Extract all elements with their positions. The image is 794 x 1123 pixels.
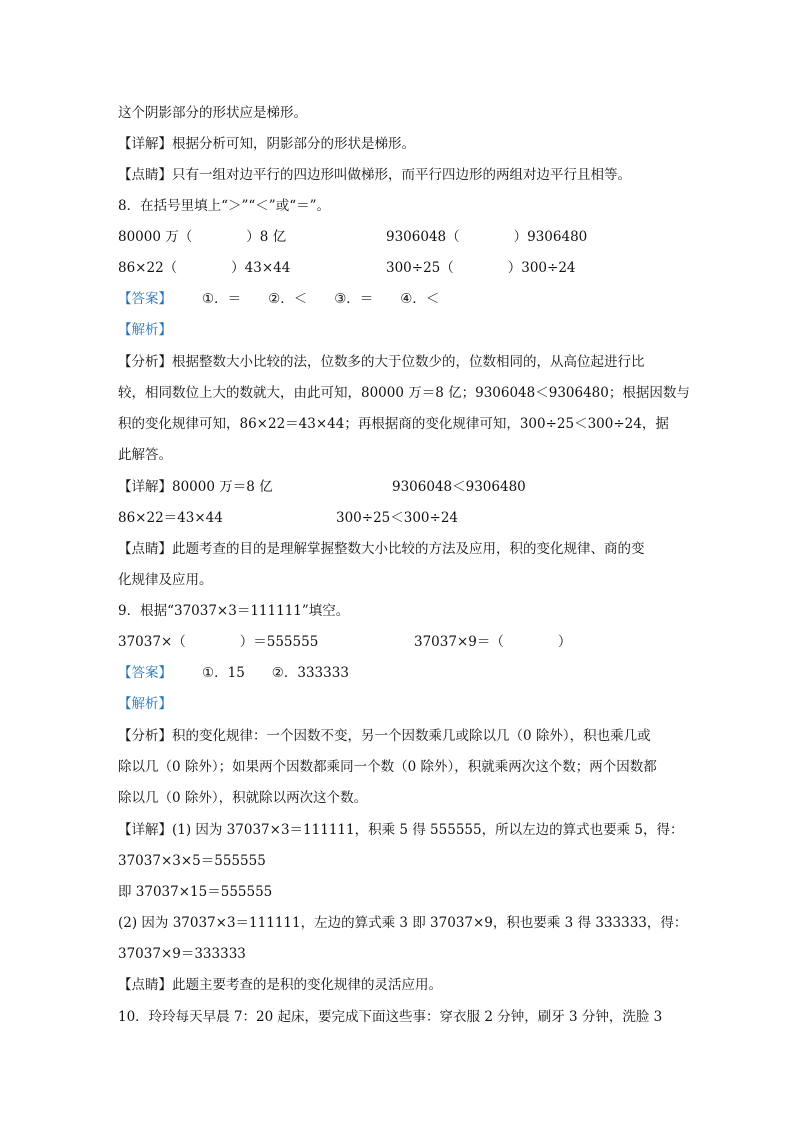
detail-line: 37037×3×5＝555555	[118, 853, 266, 869]
question-9-title: 9．根据“37037×3＝111111”填空。	[118, 603, 350, 619]
detail-line: 37037×9＝333333	[118, 946, 246, 962]
q8-item-3: 86×22（ ）43×44	[118, 260, 291, 276]
answer-text: ①．15 ②．333333	[202, 665, 349, 681]
q9-item-2: 37037×9＝（ ）	[414, 634, 572, 650]
detail-line: 【详解】80000 万＝8 亿	[118, 479, 273, 495]
detail-line: (2) 因为 37037×3＝111111，左边的算式乘 3 即 37037×9，积也要乘 3 得 333333，得：	[118, 915, 688, 931]
analysis-line: 积的变化规律可知，86×22＝43×44；再根据商的变化规律可知，300÷25＜300÷24，据	[118, 416, 669, 432]
analysis-line: 除以几（0 除外），积就除以两次这个数。	[118, 790, 368, 806]
comment-line: 【点睛】此题主要考查的是积的变化规律的灵活应用。	[118, 977, 442, 993]
answer-label: 【答案】	[118, 665, 172, 681]
detail-line: 【详解】根据分析可知，阴影部分的形状是梯形。	[118, 136, 415, 152]
analysis-line: 除以几（0 除外）；如果两个因数都乘同一个数（0 除外），积就乘两次这个数；两个因数都	[118, 759, 657, 775]
analysis-line: 此解答。	[118, 447, 172, 463]
text-line: 这个阴影部分的形状应是梯形。	[118, 105, 307, 121]
analysis-line: 【分析】积的变化规律：一个因数不变，另一个因数乘几或除以几（0 除外），积也乘几或	[118, 728, 651, 744]
analysis-line: 【分析】根据整数大小比较的法，位数多的大于位数少的，位数相同的，从高位起进行比	[118, 354, 645, 370]
q8-item-4: 300÷25（ ）300÷24	[386, 260, 576, 276]
question-8-title: 8．在括号里填上“＞”“＜”或“＝”。	[118, 198, 330, 214]
q8-item-1: 80000 万（ ）8 亿	[118, 229, 287, 245]
comment-line: 【点睛】此题考查的目的是理解掌握整数大小比较的方法及应用，积的变化规律、商的变	[118, 541, 645, 557]
analysis-label: 【解析】	[118, 696, 172, 712]
analysis-line: 较，相同数位上大的数就大，由此可知，80000 万＝8 亿；9306048＜9306480；根据因数与	[118, 385, 690, 401]
answer-text: ①．＝ ②．＜ ③．＝ ④．＜	[202, 291, 440, 307]
detail-line: 即 37037×15＝555555	[118, 884, 273, 900]
detail-line: 【详解】(1) 因为 37037×3＝111111，积乘 5 得 555555，所以左边的算式也要乘 5，得：	[118, 822, 684, 838]
question-10-title: 10．玲玲每天早晨 7：20 起床，要完成下面这些事：穿衣服 2 分钟，刷牙 3 分钟，洗脸 3	[118, 1009, 663, 1025]
comment-line: 化规律及应用。	[118, 572, 213, 588]
analysis-label: 【解析】	[118, 322, 172, 338]
comment-line: 【点睛】只有一组对边平行的四边形叫做梯形，而平行四边形的两组对边平行且相等。	[118, 167, 631, 183]
detail-line: 9306048＜9306480	[392, 479, 526, 495]
answer-label: 【答案】	[118, 291, 172, 307]
detail-line: 300÷25＜300÷24	[336, 510, 459, 526]
q9-item-1: 37037×（ ）＝555555	[118, 634, 319, 650]
detail-line: 86×22＝43×44	[118, 510, 223, 526]
q8-item-2: 9306048（ ）9306480	[386, 229, 588, 245]
